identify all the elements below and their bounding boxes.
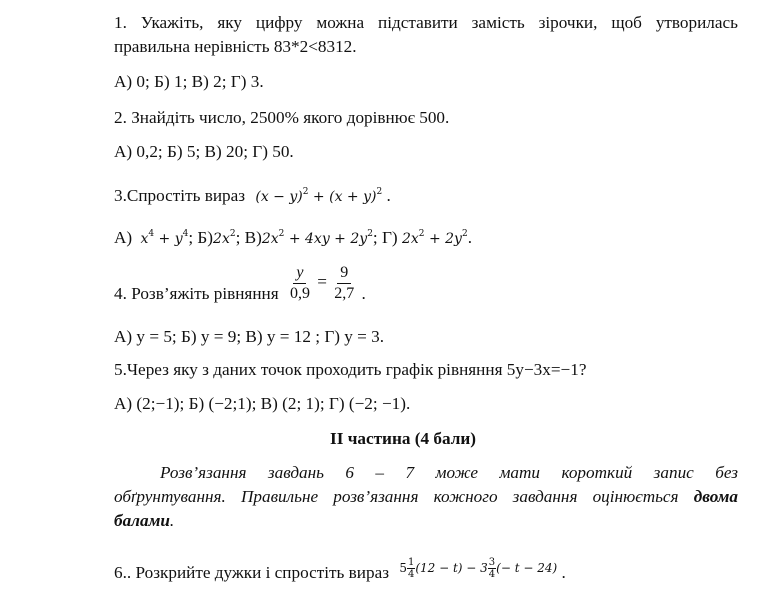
answer-a-y: + y: [158, 231, 183, 247]
answer-d-expression: [402, 223, 468, 250]
answer-c-exp-1: 2: [278, 229, 285, 239]
question-1-answers: А) 0; Б) 1; В) 2; Г) 3.: [114, 72, 264, 91]
part-2-note-line-1-text: Розв’язання завдань 6 – 7 може мати короткий запис без: [160, 463, 738, 482]
answer-d-exp-1: 2: [418, 229, 425, 239]
part-2-title: ІІ частина (4 бали): [330, 429, 476, 448]
mixed-1-whole: 5: [399, 561, 407, 575]
answer-b-expression: [213, 223, 236, 250]
answer-a-expression: [140, 223, 188, 250]
question-1-line-2: правильна нерівність 83*2<8312.: [114, 37, 357, 56]
question-3: [114, 181, 391, 208]
fraction-2-denominator: 2,7: [334, 284, 355, 302]
question-6: [114, 550, 566, 590]
mixed-1-denominator: 4: [407, 569, 415, 580]
answer-d-exp-2: 2: [461, 229, 468, 239]
question-6-text: 6.. Розкрийте дужки і спростіть вираз: [114, 563, 390, 582]
answer-b-label: ; Б): [188, 228, 214, 247]
mixed-1-numerator: 1: [407, 557, 415, 568]
question-6-expression: [399, 551, 557, 585]
question-1-line-1: 1. Укажіть, яку цифру можна підставити замість зірочки, щоб утворилась: [114, 13, 738, 32]
question-5: 5.Через яку з даних точок проходить графік рівняння 5у−3х=−1?: [114, 360, 587, 379]
fraction-9-over-2-7: [331, 263, 357, 304]
expr-a: x − y: [260, 189, 298, 205]
mixed-2-fraction: [488, 557, 496, 580]
expr-b: x + y: [334, 189, 371, 205]
answer-d-label: ; Г): [372, 228, 398, 247]
part-2-note: [114, 461, 738, 533]
question-3-text: 3.Спростіть вираз: [114, 186, 246, 205]
answer-c-expression: [262, 223, 373, 250]
question-5-answers: А) (2;−1); Б) (−2;1); В) (2; 1); Г) (−2; −1).: [114, 394, 411, 413]
mixed-2-denominator: 4: [488, 569, 496, 580]
question-3-expression: $(x - y)^2 + (x + y)^2$: [255, 187, 383, 205]
answer-a-label: А): [114, 228, 133, 247]
answer-b-x: 2x: [213, 231, 230, 247]
question-3-period: .: [386, 186, 391, 205]
question-1: [114, 11, 738, 59]
answer-c-label: ; В): [235, 228, 262, 247]
fraction-1-denominator: 0,9: [289, 284, 310, 302]
part-2-note-period: .: [169, 511, 175, 530]
part-2-note-bold-points: балами: [114, 511, 170, 530]
equals-sign: =: [317, 272, 327, 291]
answer-d-period: .: [467, 228, 472, 247]
expr-part-1: (12 − t) − 3: [415, 561, 488, 575]
part-2-note-line-2: [114, 485, 738, 509]
part-2-note-line-1: [114, 461, 738, 485]
answer-d-part-1: 2x: [401, 231, 419, 247]
answer-a-exp-1: 4: [148, 229, 155, 239]
fraction-2-numerator: 9: [337, 263, 351, 284]
answer-a-exp-2: 4: [182, 229, 189, 239]
question-4: [114, 260, 366, 316]
answer-b-exp: 2: [229, 229, 236, 239]
answer-c-exp-2: 2: [367, 229, 373, 239]
question-4-period: .: [361, 284, 366, 303]
fraction-y-over-0-9: [287, 263, 313, 304]
mixed-2-numerator: 3: [488, 557, 496, 568]
part-2-note-bold-two: двома: [693, 487, 739, 506]
expr-b-exponent: 2: [376, 187, 383, 197]
answer-c-part-2: + 4xy + 2y: [288, 231, 368, 247]
question-4-answers: А) у = 5; Б) у = 9; В) у = 12 ; Г) у = 3.: [114, 327, 385, 346]
part-2-note-line-2-text: обґрунтування. Правильне розв’язання кожного завдання оцінюється: [114, 487, 679, 506]
expr-part-2: (− t − 24): [496, 561, 558, 575]
question-2: 2. Знайдіть число, 2500% якого дорівнює 500.: [114, 108, 450, 127]
part-2-note-line-3: [114, 509, 738, 533]
question-2-answers: А) 0,2; Б) 5; В) 20; Г) 50.: [114, 142, 294, 161]
answer-a-x: x: [140, 231, 149, 247]
question-3-answers: [114, 223, 472, 250]
expr-a-exponent: 2: [302, 187, 309, 197]
fraction-1-numerator: y: [293, 263, 306, 284]
answer-c-part-1: 2x: [261, 231, 279, 247]
question-6-period: .: [561, 563, 566, 582]
question-4-text: 4. Розв’яжіть рівняння: [114, 284, 279, 303]
answer-d-part-2: + 2y: [428, 231, 462, 247]
